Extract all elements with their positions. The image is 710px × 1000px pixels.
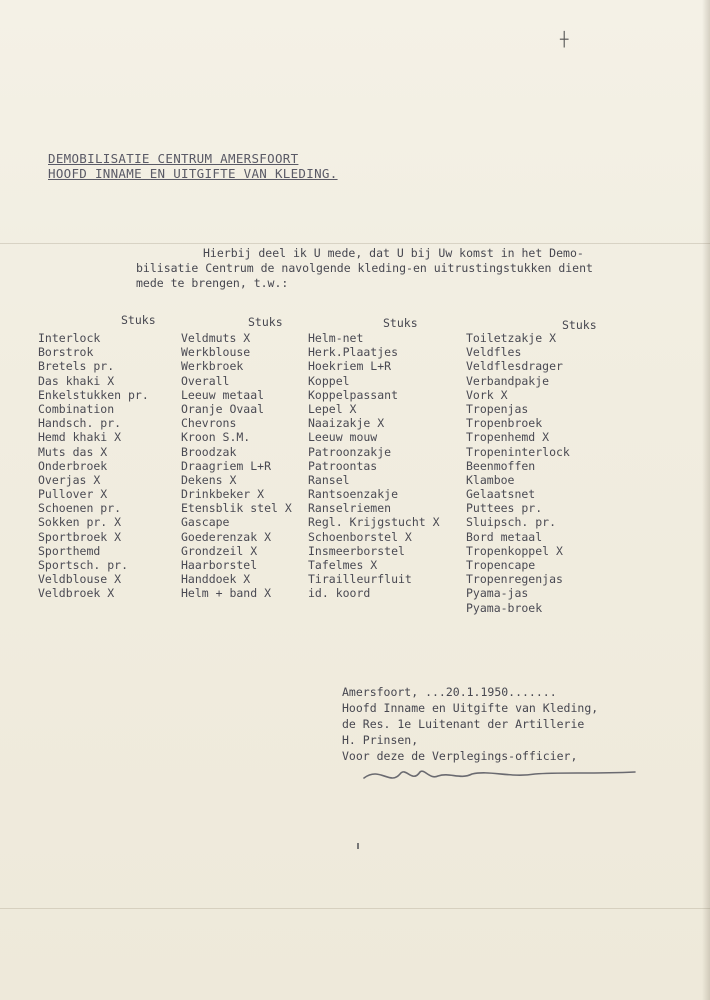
list-item: Klamboe [466, 472, 515, 487]
items-column-2 [181, 331, 292, 601]
list-item: Overall [181, 373, 230, 388]
list-item: Koppelpassant [308, 387, 399, 402]
list-item: Pullover X [38, 487, 108, 502]
list-item: Dekens X [181, 472, 237, 487]
list-item: Rantsoenzakje [308, 487, 399, 502]
list-item: Sporthemd [38, 543, 101, 558]
column-heading-3: Stuks [383, 316, 418, 330]
list-item: Werkblouse [181, 345, 251, 360]
list-item: Toiletzakje X [466, 331, 557, 345]
list-item: Gelaatsnet [466, 487, 536, 502]
list-item: Veldbroek X [38, 586, 115, 601]
list-item: Gascape [181, 515, 230, 530]
list-item: Sokken pr. X [38, 515, 122, 530]
list-item: Handdoek X [181, 572, 251, 587]
list-item: Tropenregenjas [466, 572, 563, 587]
column-heading-4: Stuks [562, 318, 597, 332]
list-item: Tropenhemd X [466, 430, 550, 445]
closing-title-line: Hoofd Inname en Uitgifte van Kleding, [342, 701, 599, 715]
list-item: Bretels pr. [38, 359, 115, 374]
ink-dot [357, 843, 359, 849]
list-item: Overjas X [38, 472, 101, 487]
intro-paragraph [136, 246, 636, 291]
list-item: Tafelmes X [308, 558, 378, 572]
paper-edge-shadow [702, 0, 710, 1000]
header-line-2: HOOFD INNAME EN UITGIFTE VAN KLEDING. [48, 166, 338, 181]
list-item: Naaizakje X [308, 416, 385, 431]
list-item: Draagriem L+R [181, 458, 272, 473]
list-item: Sportbroek X [38, 529, 122, 544]
intro-line-2: bilisatie Centrum de navolgende kleding-en uitrustingstukken dient [136, 261, 593, 275]
list-item: Combination [38, 401, 115, 416]
column-heading-1: Stuks [121, 313, 156, 327]
list-item: Patroonzakje [308, 444, 392, 459]
cross-mark: ┼ [560, 32, 569, 48]
list-item: Hoekriem L+R [308, 359, 392, 374]
list-item: Werkbroek [181, 359, 244, 374]
list-item: Leeuw metaal [181, 387, 265, 402]
closing-rank-line: de Res. 1e Luitenant der Artillerie [342, 717, 585, 731]
list-item: Tropenjas [466, 401, 529, 416]
list-item: Koppel [308, 373, 350, 388]
handwritten-signature [360, 760, 640, 790]
list-item: Veldblouse X [38, 572, 122, 587]
list-item: Insmeerborstel [308, 543, 405, 558]
closing-block [342, 684, 598, 764]
list-item: Drinkbeker X [181, 487, 265, 502]
list-item: Onderbroek [38, 458, 108, 473]
list-item: Broodzak [181, 444, 237, 459]
list-item: Kroon S.M. [181, 430, 251, 445]
list-item: Tirailleurfluit [308, 572, 412, 587]
list-item: Oranje Ovaal [181, 401, 265, 416]
list-item: Tropeninterlock [466, 444, 570, 459]
list-item: Verbandpakje [466, 373, 550, 388]
items-column-4 [466, 331, 570, 615]
list-item: Ranselriemen [308, 501, 392, 516]
list-item: Borstrok [38, 345, 94, 360]
list-item: Leeuw mouw [308, 430, 378, 445]
list-item: Veldflesdrager [466, 359, 563, 374]
paper-fold-line [0, 908, 710, 909]
paper-fold-line [0, 243, 710, 244]
list-item: Schoenborstel X [308, 529, 412, 544]
closing-name-line: H. Prinsen, [342, 733, 419, 747]
list-item: Haarborstel [181, 558, 258, 572]
list-item: Helm-net [308, 331, 364, 345]
list-item: Enkelstukken pr. [38, 387, 149, 402]
list-item: Goederenzak X [181, 529, 272, 544]
intro-line-1: Hierbij deel ik U mede, dat U bij Uw komst in het Demo- [203, 246, 584, 260]
items-column-3 [308, 331, 440, 601]
list-item: Ransel [308, 472, 350, 487]
list-item: Herk.Plaatjes [308, 345, 399, 360]
list-item: Helm + band X [181, 586, 272, 601]
list-item: Puttees pr. [466, 501, 543, 516]
list-item: Tropencape [466, 558, 536, 572]
list-item: Beenmoffen [466, 458, 536, 473]
list-item: Grondzeil X [181, 543, 258, 558]
items-column-1 [38, 331, 149, 601]
list-item: Vork X [466, 387, 508, 402]
list-item: Hemd khaki X [38, 430, 122, 445]
list-item: Sluipsch. pr. [466, 515, 557, 530]
closing-officer-line: Voor deze de Verplegings-officier, [342, 749, 578, 763]
list-item: Tropenbroek [466, 416, 543, 431]
list-item: Bord metaal [466, 529, 543, 544]
list-item: Chevrons [181, 416, 237, 431]
list-item: Patroontas [308, 458, 378, 473]
list-item: Regl. Krijgstucht X [308, 515, 440, 530]
list-item: Sportsch. pr. [38, 558, 129, 572]
list-item: Pyama-jas [466, 586, 529, 601]
closing-date-line: Amersfoort, ...20.1.1950....... [342, 685, 557, 699]
list-item: Veldfles [466, 345, 522, 360]
list-item: Handsch. pr. [38, 416, 122, 431]
list-item: Etensblik stel X [181, 501, 292, 516]
list-item: Muts das X [38, 444, 108, 459]
list-item: id. koord [308, 586, 371, 601]
list-item: Tropenkoppel X [466, 543, 563, 558]
intro-line-3: mede te brengen, t.w.: [136, 276, 289, 290]
header-line-1: DEMOBILISATIE CENTRUM AMERSFOORT [48, 151, 299, 166]
list-item: Das khaki X [38, 373, 115, 388]
list-item: Schoenen pr. [38, 501, 122, 516]
list-item: Lepel X [308, 401, 357, 416]
column-heading-2: Stuks [248, 315, 283, 329]
list-item: Veldmuts X [181, 331, 251, 345]
list-item: Pyama-broek [466, 600, 543, 615]
list-item: Interlock [38, 331, 101, 345]
